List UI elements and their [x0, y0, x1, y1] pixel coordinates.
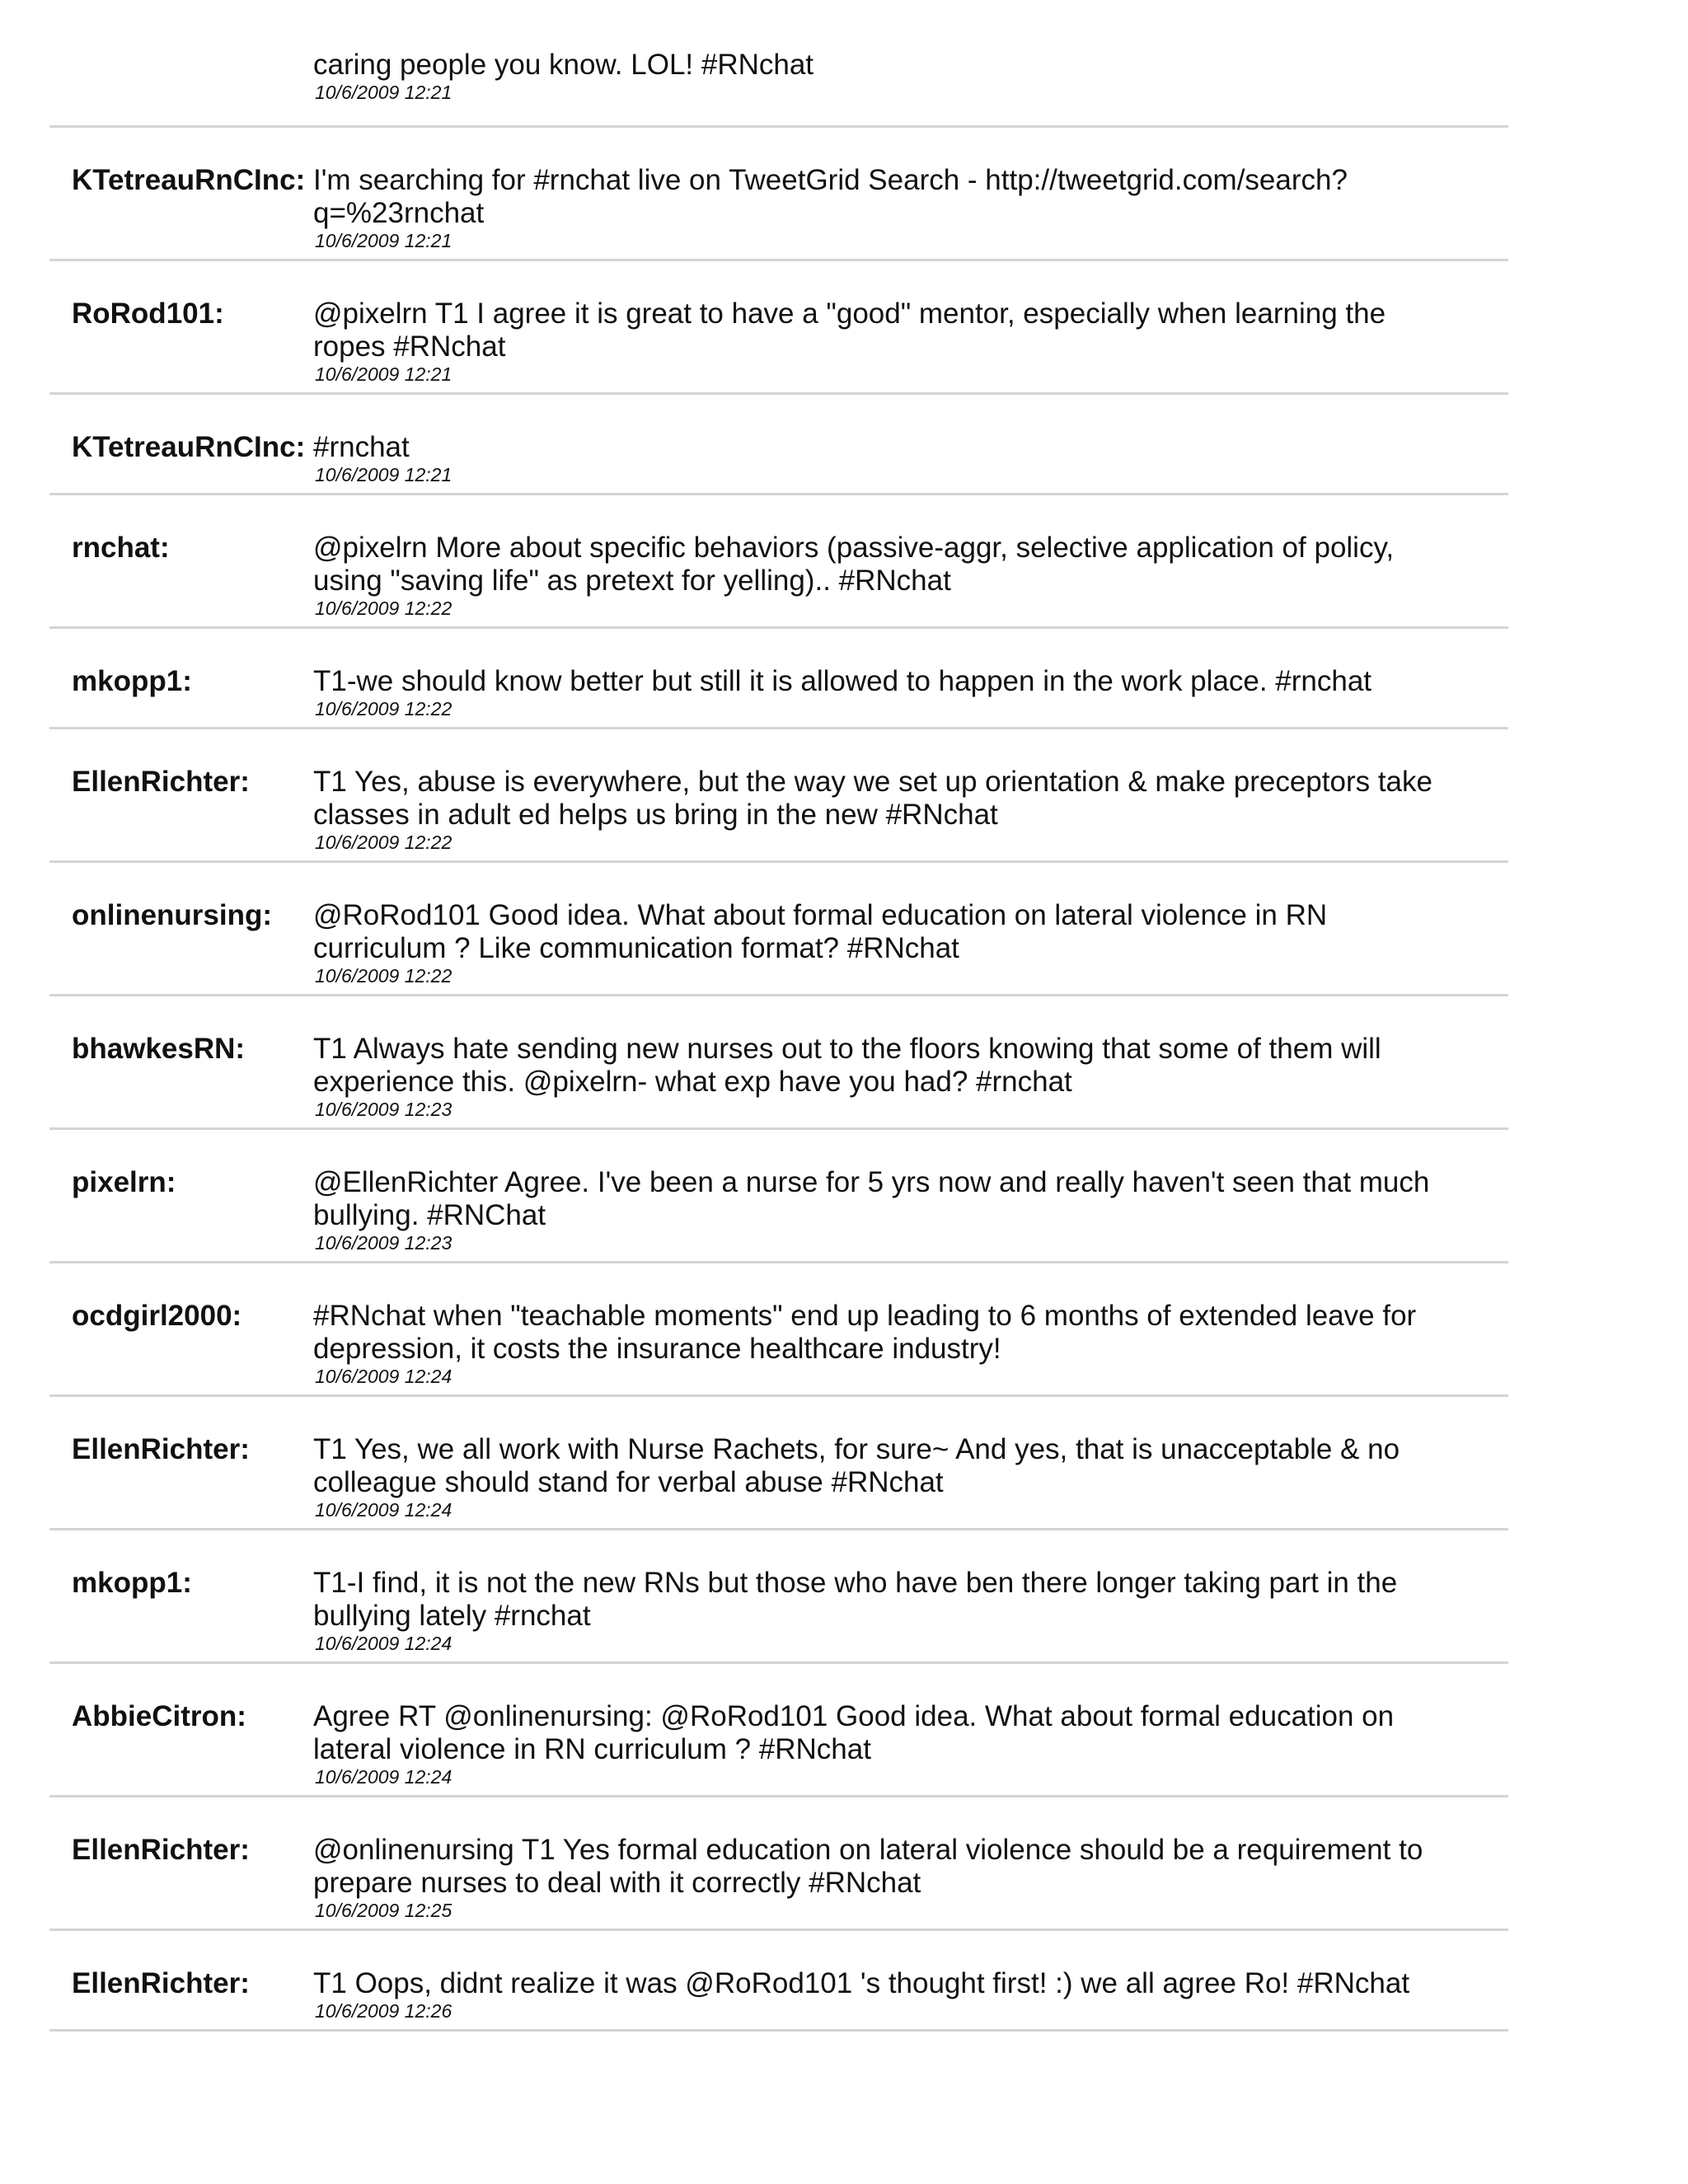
tweet-body [313, 1797, 1508, 1929]
tweet-row [49, 261, 1508, 395]
tweet-text: T1 Yes, abuse is everywhere, but the way we set up orientation & make preceptors take classes in adult ed helps us bring in the new #RNchat [313, 766, 1432, 831]
tweet-row [49, 495, 1508, 629]
tweet-text: T1 Yes, we all work with Nurse Rachets, for sure~ And yes, that is unacceptable & no colleague should stand for verbal abuse #RNchat [313, 1433, 1400, 1498]
tweet-row [49, 0, 1508, 128]
tweet-text: @pixelrn More about specific behaviors (passive-aggr, selective application of policy, using "saving life" as pretext for yelling).. #RNchat [313, 532, 1395, 597]
tweet-row [49, 1931, 1508, 2032]
tweet-username: pixelrn: [72, 1166, 176, 1198]
tweet-row [49, 1397, 1508, 1530]
tweet-timestamp: 10/6/2009 12:26 [315, 2000, 452, 2022]
tweet-timestamp: 10/6/2009 12:24 [315, 1499, 452, 1521]
tweet-body [313, 395, 1508, 493]
tweet-row [49, 1130, 1508, 1263]
tweet-text: #RNchat when "teachable moments" end up leading to 6 months of extended leave for depression, it costs the insurance healthcare industry! [313, 1300, 1417, 1365]
tweet-username: AbbieCitron: [72, 1700, 246, 1732]
tweet-body [313, 1931, 1508, 2029]
tweet-username: rnchat: [72, 532, 170, 564]
tweet-timestamp: 10/6/2009 12:21 [315, 464, 452, 485]
tweet-text: T1 Always hate sending new nurses out to the floors knowing that some of them will experience this. @pixelrn- what exp have you had? #rnchat [313, 1033, 1381, 1098]
tweet-body [313, 1263, 1508, 1394]
tweet-row [49, 395, 1508, 495]
tweet-timestamp: 10/6/2009 12:23 [315, 1232, 452, 1254]
tweet-row [49, 629, 1508, 729]
tweet-body [313, 1664, 1508, 1795]
tweet-row [49, 996, 1508, 1130]
tweet-username: KTetreauRnCInc: [72, 431, 306, 463]
tweet-username: EllenRichter: [72, 1433, 250, 1465]
tweet-username: RoRod101: [72, 298, 224, 330]
tweet-timestamp: 10/6/2009 12:25 [315, 1900, 452, 1921]
tweet-body [313, 996, 1508, 1127]
tweet-username: EllenRichter: [72, 1967, 250, 1999]
tweet-text: I'm searching for #rnchat live on TweetGrid Search - http://tweetgrid.com/search? q=%23rnchat [313, 164, 1348, 229]
tweet-text: @EllenRichter Agree. I've been a nurse for 5 yrs now and really haven't seen that much bullying. #RNChat [313, 1166, 1430, 1231]
tweet-timestamp: 10/6/2009 12:21 [315, 82, 452, 103]
tweet-feed [49, 0, 1508, 2032]
tweet-username: ocdgirl2000: [72, 1300, 242, 1332]
tweet-timestamp: 10/6/2009 12:22 [315, 832, 452, 853]
tweet-text: T1 Oops, didnt realize it was @RoRod101 's thought first! :) we all agree Ro! #RNchat [313, 1967, 1410, 1999]
tweet-body [313, 1130, 1508, 1261]
tweet-row [49, 1530, 1508, 1664]
tweet-body [313, 0, 1508, 125]
tweet-body [313, 729, 1508, 860]
tweet-timestamp: 10/6/2009 12:22 [315, 965, 452, 987]
tweet-body [313, 863, 1508, 994]
tweet-row [49, 729, 1508, 863]
tweet-row [49, 1797, 1508, 1931]
tweet-timestamp: 10/6/2009 12:24 [315, 1766, 452, 1788]
tweet-body [313, 629, 1508, 727]
tweet-row [49, 128, 1508, 261]
tweet-username: onlinenursing: [72, 899, 273, 931]
tweet-row [49, 1263, 1508, 1397]
tweet-timestamp: 10/6/2009 12:23 [315, 1099, 452, 1120]
tweet-timestamp: 10/6/2009 12:24 [315, 1633, 452, 1654]
tweet-text: caring people you know. LOL! #RNchat [313, 49, 814, 81]
tweet-row [49, 1664, 1508, 1797]
tweet-body [313, 261, 1508, 392]
tweet-text: @pixelrn T1 I agree it is great to have a "good" mentor, especially when learning the ropes #RNchat [313, 298, 1386, 363]
tweet-username [49, 0, 313, 125]
tweet-text: Agree RT @onlinenursing: @RoRod101 Good idea. What about formal education on lateral violence in RN curriculum ? #RNchat [313, 1700, 1395, 1765]
tweet-username: bhawkesRN: [72, 1033, 246, 1065]
tweet-text: #rnchat [313, 431, 410, 463]
tweet-body [313, 128, 1508, 259]
tweet-body [313, 495, 1508, 626]
tweet-timestamp: 10/6/2009 12:22 [315, 698, 452, 719]
tweet-username: mkopp1: [72, 1567, 192, 1599]
tweet-row [49, 863, 1508, 996]
tweet-username: EllenRichter: [72, 1834, 250, 1866]
tweet-text: T1-we should know better but still it is allowed to happen in the work place. #rnchat [313, 665, 1372, 697]
tweet-body [313, 1530, 1508, 1661]
tweet-timestamp: 10/6/2009 12:22 [315, 598, 452, 619]
tweet-body [313, 1397, 1508, 1528]
tweet-timestamp: 10/6/2009 12:24 [315, 1366, 452, 1387]
tweet-username: KTetreauRnCInc: [72, 164, 306, 196]
tweet-username: mkopp1: [72, 665, 192, 697]
tweet-text: @RoRod101 Good idea. What about formal education on lateral violence in RN curriculum ? Like communication format? #RNchat [313, 899, 1328, 964]
tweet-timestamp: 10/6/2009 12:21 [315, 363, 452, 385]
tweet-timestamp: 10/6/2009 12:21 [315, 230, 452, 251]
tweet-username: EllenRichter: [72, 766, 250, 798]
tweet-text: @onlinenursing T1 Yes formal education on lateral violence should be a requirement to prepare nurses to deal with it correctly #RNchat [313, 1834, 1423, 1899]
tweet-text: T1-I find, it is not the new RNs but those who have ben there longer taking part in the bullying lately #rnchat [313, 1567, 1398, 1632]
